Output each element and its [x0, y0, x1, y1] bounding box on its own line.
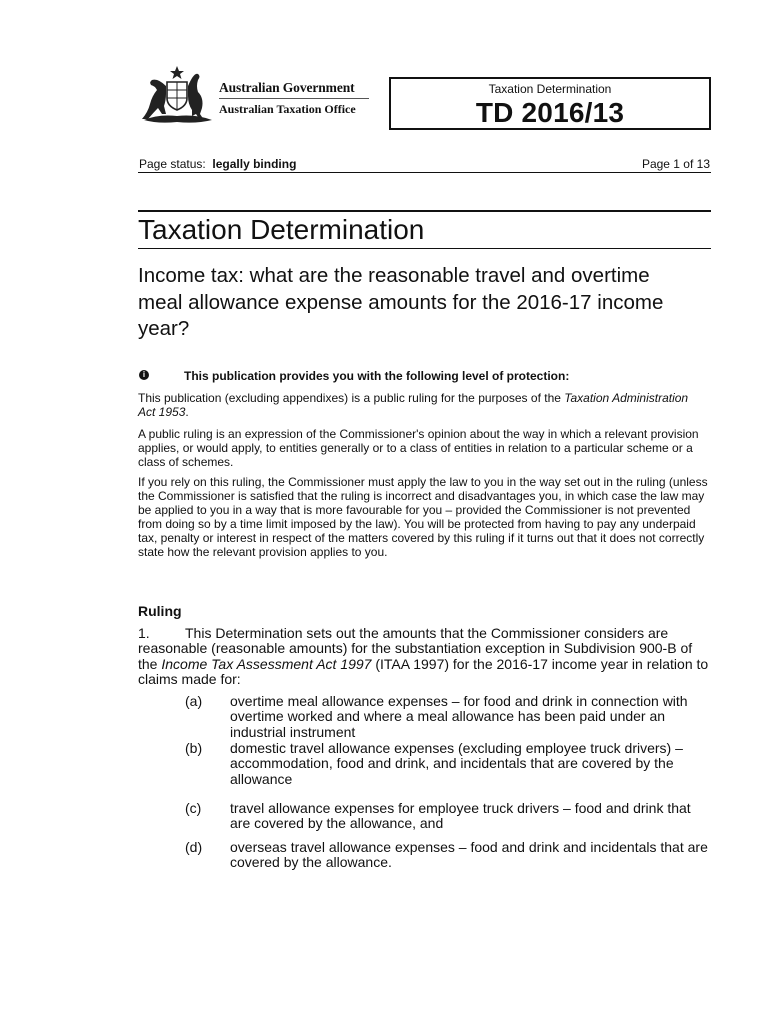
reliance-paragraph: If you rely on this ruling, the Commissioner must apply the law to you in the way set out in the ruling (unless the Commissioner is satisfied that the ruling is incorrect and disadvantages you, in which case the law may be applied to you in a way that is more favourable for you – provided the Commissioner is not prevented from doing so by a time limit imposed by the law). You will be protected from having to pay any underpaid tax, penalty or interest in respect of the matters covered by this ruling if it turns out that it does not correctly state how the relevant provision applies to you.	[138, 475, 708, 559]
agency-names	[219, 80, 369, 117]
list-item-label: (a)	[185, 693, 203, 709]
ruling-act-name: Income Tax Assessment Act 1997	[161, 655, 372, 672]
ruling-definition-paragraph: A public ruling is an expression of the Commissioner's opinion about the way in which a relevant provision applies, or would apply, to entities generally or to a class of entities in relation to a particular scheme or a class of schemes.	[138, 427, 699, 469]
list-item-text: travel allowance expenses for employee truck drivers – food and drink that are covered by the allowance, and	[230, 800, 691, 832]
paragraph-number: 1.	[138, 625, 150, 641]
status-divider	[138, 172, 711, 173]
protection-text: This publication provides you with the following level of protection:	[184, 369, 570, 383]
ruling-paragraph-1	[138, 626, 710, 687]
ruling-heading: Ruling	[138, 603, 182, 619]
list-item-text: overseas travel allowance expenses – food and drink and incidentals that are covered by the allowance.	[230, 839, 708, 871]
page-status	[139, 157, 296, 171]
page-status-label: Page status:	[139, 157, 206, 171]
page-title: Taxation Determination	[138, 214, 425, 245]
page-status-value: legally binding	[212, 157, 297, 171]
coat-of-arms-icon	[138, 64, 216, 126]
p1-text: This publication (excluding appendixes) is a public ruling for the purposes of the	[138, 391, 565, 405]
title-rule-bottom	[138, 248, 711, 249]
ruling-text-end: (ITAA 1997) for the 2016-17 income year in relation to claims made for:	[138, 655, 709, 687]
list-item-text: overtime meal allowance expenses – for food and drink in connection with overtime worked and where a meal allowance has been paid under an industrial instrument	[230, 693, 688, 740]
p1-end: .	[185, 405, 189, 419]
page-number: Page 1 of 13	[641, 157, 710, 171]
agency-divider	[219, 98, 369, 99]
td-number: TD 2016/13	[475, 97, 625, 128]
td-identifier-box	[389, 77, 711, 130]
ato-name: Australian Taxation Office	[219, 102, 356, 116]
public-ruling-paragraph	[138, 391, 708, 419]
list-item-label: (b)	[185, 740, 203, 756]
page-status-bar	[138, 157, 711, 173]
page-subtitle: Income tax: what are the reasonable travel and overtime meal allowance expense amounts for the 2016-17 income year?	[138, 264, 664, 340]
td-box-label: Taxation Determination	[488, 82, 612, 96]
list-item-label: (c)	[185, 800, 202, 816]
p1-act-name: Taxation Administration Act 1953	[138, 391, 689, 419]
title-rule-top	[138, 210, 711, 212]
info-icon: i	[139, 370, 149, 380]
ruling-text: This Determination sets out the amounts that the Commissioner considers are reasonable (reasonable amounts) for the substantiation exception in Subdivision 900-B of the	[138, 625, 693, 672]
list-item-label: (d)	[185, 839, 203, 855]
list-item-text: domestic travel allowance expenses (excluding employee truck drivers) – accommodation, food and drink, and incidentals that are covered by the allowance	[230, 740, 683, 787]
gov-name: Australian Government	[219, 80, 355, 95]
